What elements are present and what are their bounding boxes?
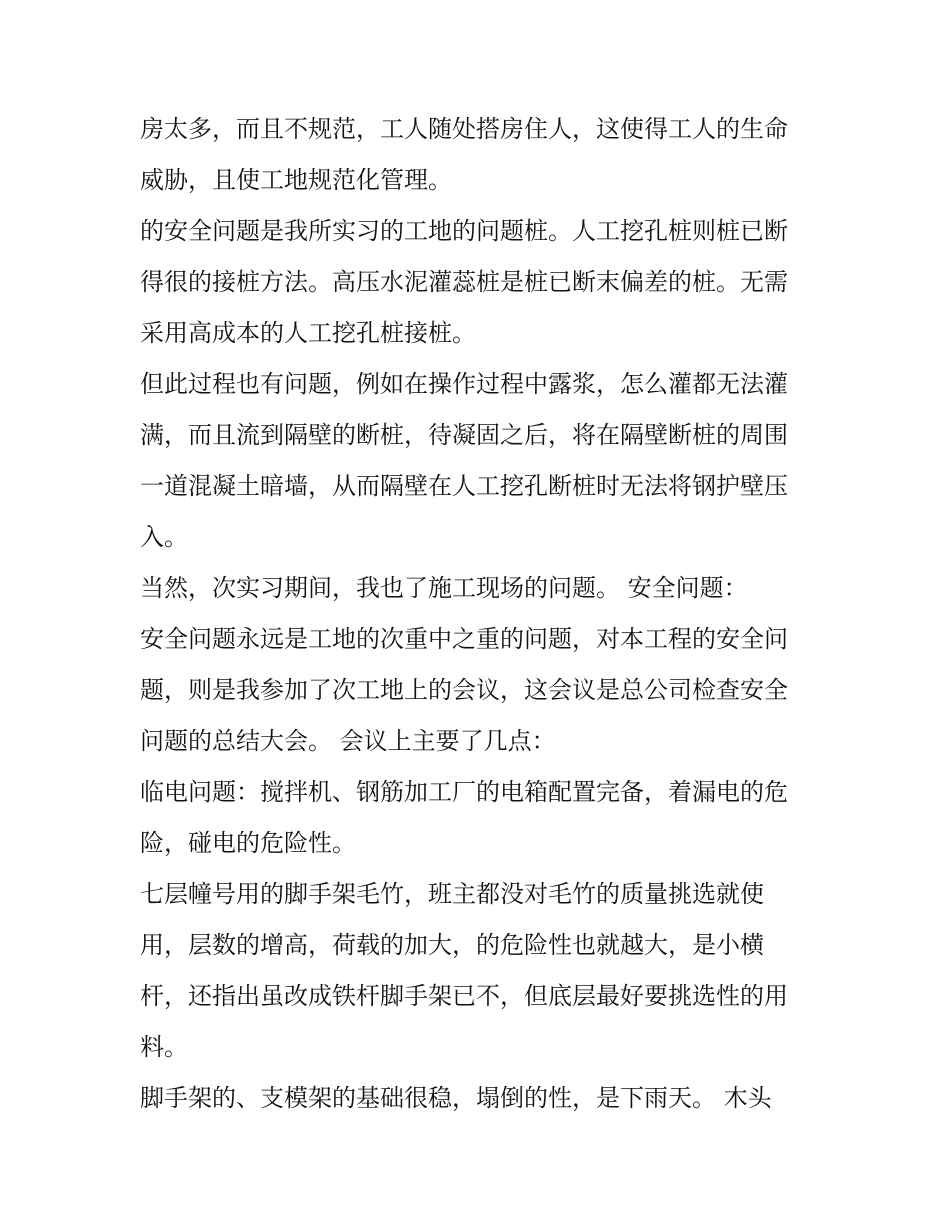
text-line: 题，则是我参加了次工地上的会议，这会议是总公司检查安全 [140,676,788,704]
text-line: 的安全问题是我所实习的工地的问题桩。人工挖孔桩则桩已断 [140,217,788,245]
text-line: 七层幢号用的脚手架毛竹，班主都没对毛竹的质量挑选就使 [140,880,764,908]
text-line: 用，层数的增高，荷载的加大，的危险性也就越大，是小横 [140,931,764,959]
text-line: 问题的总结大会。 会议上主要了几点： [140,727,556,755]
text-line: 威胁，且使工地规范化管理。 [140,166,452,194]
paragraph-4 [140,563,812,614]
paragraph-5 [140,614,812,767]
paragraph-2 [140,206,812,359]
text-line: 一道混凝土暗墙，从而隔壁在人工挖孔断桩时无法将钢护壁压 [140,472,788,500]
text-line: 但此过程也有问题，例如在操作过程中露浆，怎么灌都无法灌 [140,370,788,398]
text-line: 得很的接桩方法。高压水泥灌蕊桩是桩已断末偏差的桩。无需 [140,268,788,296]
text-line: 脚手架的、支模架的基础很稳，塌倒的性，是下雨天。 木头 [140,1084,772,1112]
paragraph-6 [140,767,812,869]
text-line: 杆，还指出虽改成铁杆脚手架已不，但底层最好要挑选性的用 [140,982,788,1010]
text-line: 临电问题：搅拌机、钢筋加工厂的电箱配置完备，着漏电的危 [140,778,788,806]
paragraph-1 [140,104,812,206]
text-line: 料。 [140,1033,188,1061]
text-line: 入。 [140,523,188,551]
text-line: 房太多，而且不规范，工人随处搭房住人，这使得工人的生命 [140,115,788,143]
text-line: 满，而且流到隔壁的断桩，待凝固之后，将在隔壁断桩的周围 [140,421,788,449]
text-line: 险，碰电的危险性。 [140,829,356,857]
text-line: 采用高成本的人工挖孔桩接桩。 [140,319,476,347]
paragraph-3 [140,359,812,563]
text-line: 安全问题永远是工地的次重中之重的问题，对本工程的安全问 [140,625,788,653]
paragraph-8 [140,1073,812,1124]
paragraph-7 [140,869,812,1073]
text-line: 当然，次实习期间，我也了施工现场的问题。 安全问题： [140,574,748,602]
document-body [140,104,812,1124]
